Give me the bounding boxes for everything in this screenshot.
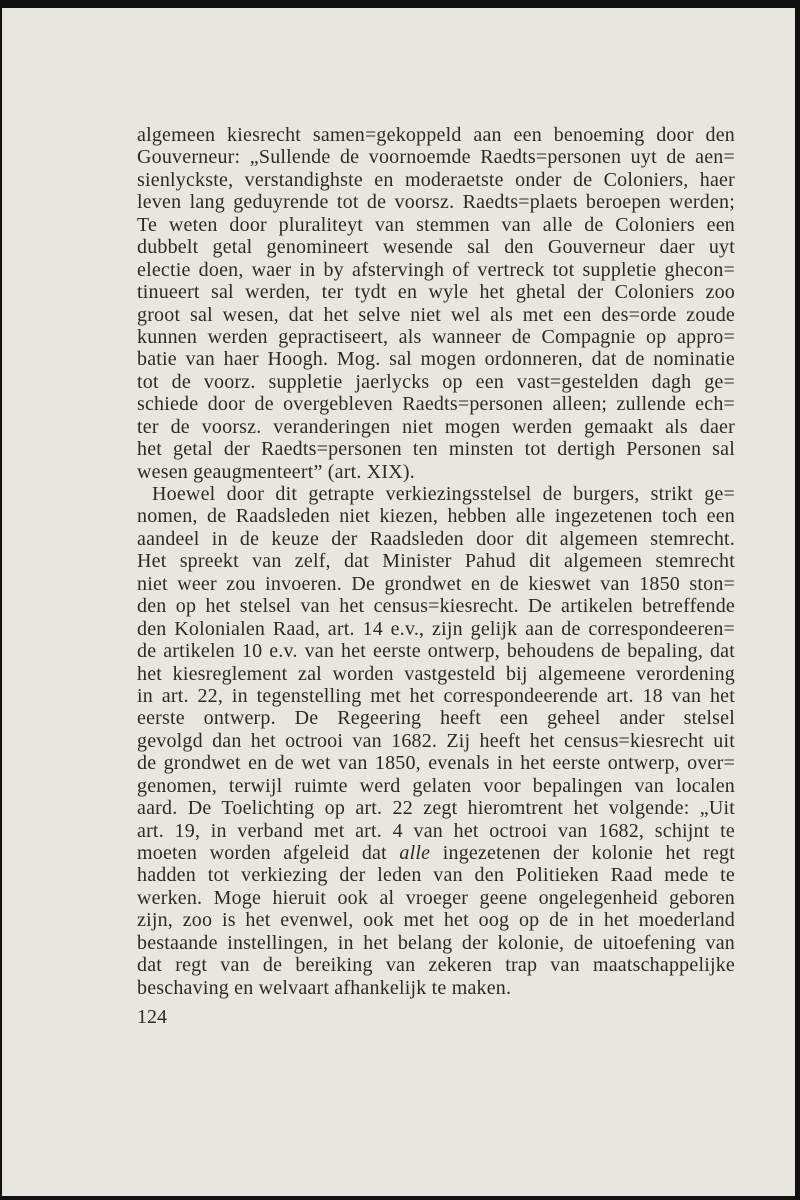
text-line: werken. Moge hieruit ook al vroeger geene ongelegenheid geboren bbox=[137, 886, 735, 909]
text-line: Te weten door pluraliteyt van stemmen van alle de Coloniers een bbox=[137, 213, 735, 236]
text-line: de grondwet en de wet van 1850, evenals in het eerste ontwerp, over= bbox=[137, 752, 735, 775]
emphasis-text: alle bbox=[399, 842, 431, 864]
text-line: zijn, zoo is het evenwel, ook met het oog op de in het moederland bbox=[137, 909, 735, 932]
text-line: wesen geaugmenteert” (art. XIX). bbox=[137, 460, 415, 483]
text-line: tinueert sal werden, ter tydt en wyle het ghetal der Coloniers zoo bbox=[137, 281, 735, 304]
text-line: aandeel in de keuze der Raadsleden door dit algemeen stemrecht. bbox=[137, 527, 735, 550]
text-line: Gouverneur: „Sullende de voornoemde Raedts=personen uyt de aen= bbox=[137, 146, 735, 169]
text-segment: moeten worden afgeleid dat bbox=[137, 842, 400, 864]
page-number: 124 bbox=[137, 1006, 167, 1028]
text-line: de artikelen 10 e.v. van het eerste ontwerp, behoudens de bepaling, dat bbox=[137, 640, 735, 663]
text-line: dubbelt getal genomineert wesende sal den Gouverneur daer uyt bbox=[137, 236, 735, 259]
text-line: niet weer zou invoeren. De grondwet en de kieswet van 1850 ston= bbox=[137, 572, 735, 595]
text-line: nomen, de Raadsleden niet kiezen, hebben alle ingezetenen toch een bbox=[137, 505, 735, 528]
text-line: sienlyckste, verstandighste en moderaetste onder de Coloniers, haer bbox=[137, 168, 735, 191]
text-line: algemeen kiesrecht samen=gekoppeld aan een benoeming door den bbox=[137, 124, 735, 146]
text-line: aard. De Toelichting op art. 22 zegt hieromtrent het volgende: „Uit bbox=[137, 797, 735, 820]
text-line: eerste ontwerp. De Regeering heeft een geheel ander stelsel bbox=[137, 707, 735, 730]
text-line: groot sal wesen, dat het selve niet wel als met een des=orde zoude bbox=[137, 303, 735, 326]
text-line: gevolgd dan het octrooi van 1682. Zij heeft het census=kiesrecht uit bbox=[137, 729, 735, 752]
text-line: electie doen, waer in by afstervingh of vertreck tot suppletie ghecon= bbox=[137, 258, 735, 281]
text-line: den op het stelsel van het census=kiesrecht. De artikelen betreffende bbox=[137, 595, 735, 618]
paragraph bbox=[137, 124, 735, 483]
text-line: beschaving en welvaart afhankelijk te maken. bbox=[137, 976, 512, 999]
text-line: het kiesreglement zal worden vastgesteld bij algemeene verordening bbox=[137, 662, 735, 685]
text-line: leven lang geduyrende tot de voorsz. Raedts=plaets beroepen werden; bbox=[137, 191, 735, 214]
text-line: tot de voorz. suppletie jaerlycks op een vast=gestelden dagh ge= bbox=[137, 370, 735, 393]
text-line: schiede door de overgebleven Raedts=personen alleen; zullende ech= bbox=[137, 393, 735, 416]
text-line: ter de voorsz. veranderingen niet mogen werden gemaakt als daer bbox=[137, 415, 735, 438]
text-line: batie van haer Hoogh. Mog. sal mogen ordonneren, dat de nominatie bbox=[137, 348, 735, 371]
text-line: hadden tot verkiezing der leden van den Politieken Raad mede te bbox=[137, 864, 735, 887]
text-line: kunnen werden gepractiseert, als wanneer de Compagnie op appro= bbox=[137, 325, 735, 348]
text-line: Het spreekt van zelf, dat Minister Pahud dit algemeen stemrecht bbox=[137, 550, 735, 573]
paragraph bbox=[137, 483, 735, 999]
text-line: dat regt van de bereiking van zekeren trap van maatschappelijke bbox=[137, 954, 735, 977]
text-line: den Kolonialen Raad, art. 14 e.v., zijn gelijk aan de correspondeeren= bbox=[137, 617, 735, 640]
text-line: bestaande instellingen, in het belang der kolonie, de uitoefening van bbox=[137, 931, 735, 954]
text-line: art. 19, in verband met art. 4 van het octrooi van 1682, schijnt te bbox=[137, 819, 735, 842]
text-segment: ingezetenen der kolonie het regt bbox=[430, 842, 735, 864]
text-line: genomen, terwijl ruimte werd gelaten voor bepalingen van localen bbox=[137, 774, 735, 797]
text-line: Hoewel door dit getrapte verkiezingsstelsel de burgers, strikt ge= bbox=[152, 483, 735, 505]
body-text bbox=[137, 124, 735, 999]
book-page bbox=[2, 8, 795, 1196]
text-line: in art. 22, in tegenstelling met het correspondeerende art. 18 van het bbox=[137, 684, 735, 707]
text-line bbox=[137, 842, 735, 864]
text-line: het getal der Raedts=personen ten minsten tot dertigh Personen sal bbox=[137, 438, 735, 461]
